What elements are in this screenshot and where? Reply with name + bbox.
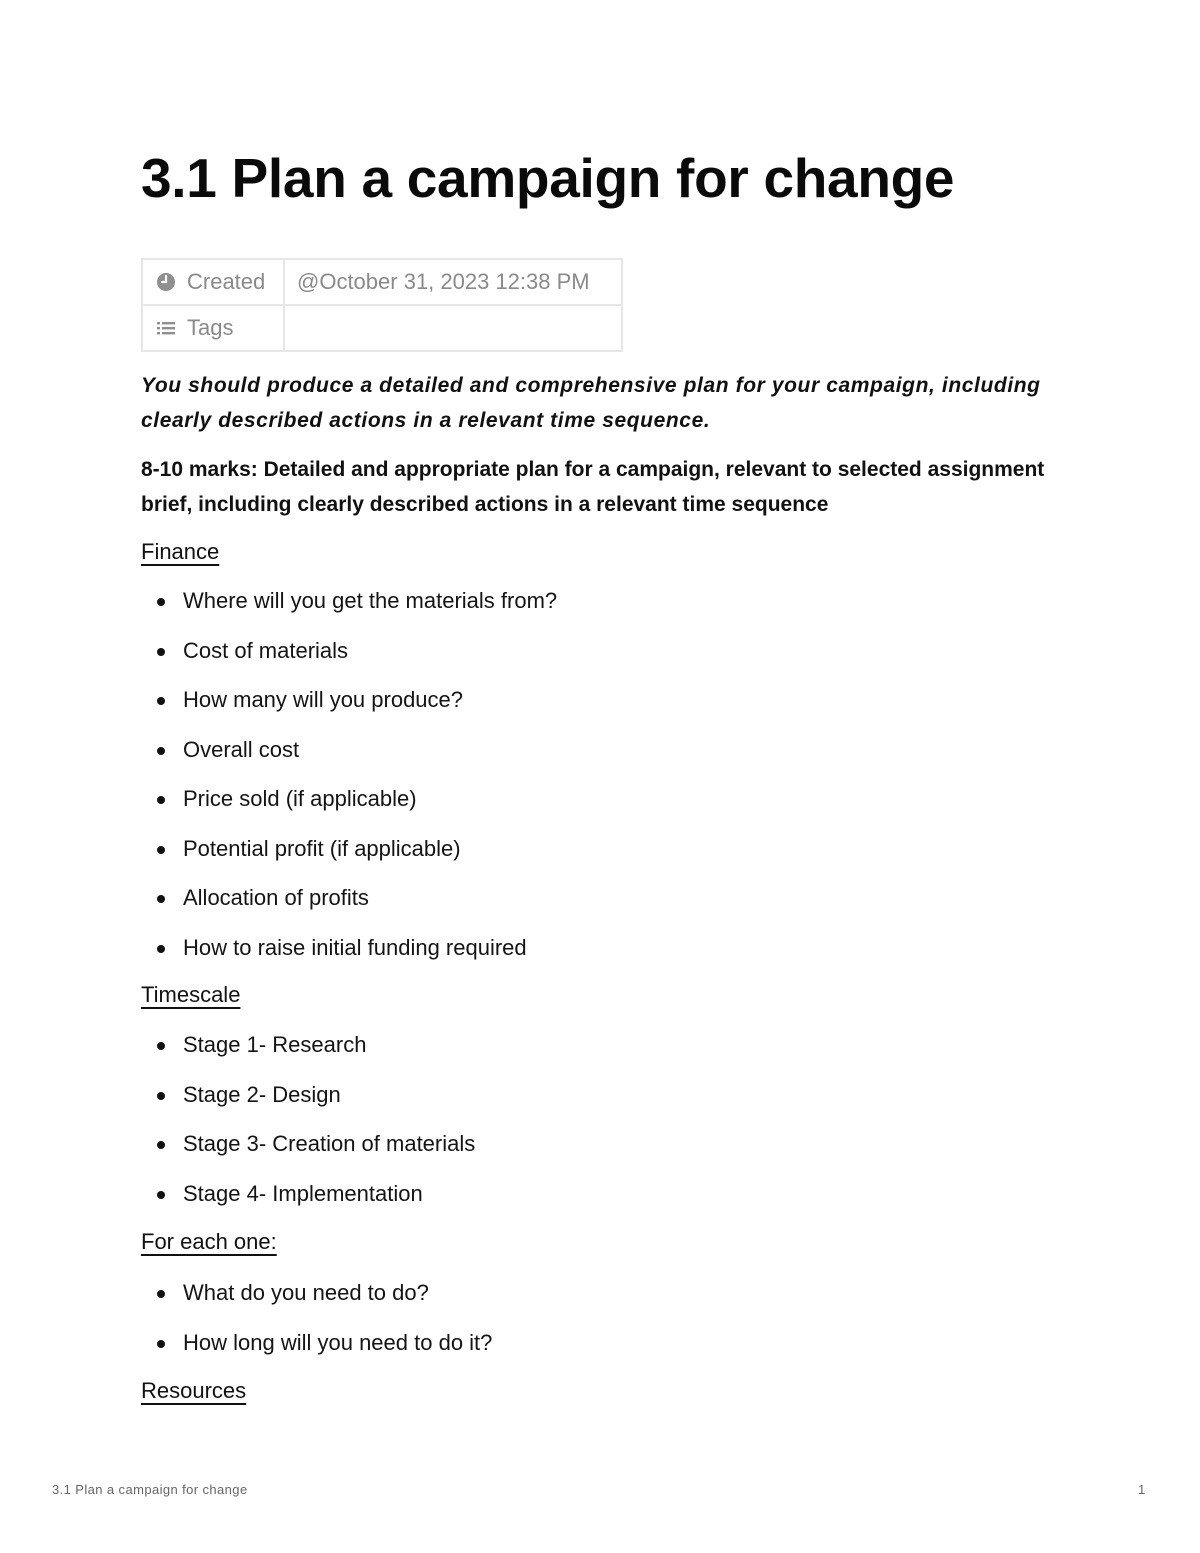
property-label: Created <box>187 269 266 294</box>
list-item: What do you need to do? <box>141 1278 492 1328</box>
list-item: Cost of materials <box>141 636 557 686</box>
section-heading-timescale: Timescale <box>141 982 241 1007</box>
property-value-tags[interactable] <box>284 305 622 351</box>
list-icon <box>155 317 177 339</box>
list-item: Overall cost <box>141 735 557 785</box>
property-key-tags <box>142 305 284 351</box>
timescale-list <box>141 1030 475 1228</box>
footer-page-number: 1 <box>1138 1482 1146 1497</box>
properties-table <box>141 258 623 352</box>
list-item: Stage 4- Implementation <box>141 1179 475 1229</box>
list-item: Stage 2- Design <box>141 1080 475 1130</box>
property-row-created <box>142 259 622 305</box>
section-heading-finance: Finance <box>141 539 220 564</box>
list-item: Where will you get the materials from? <box>141 586 557 636</box>
for-each-one-list <box>141 1278 492 1377</box>
finance-list <box>141 586 557 982</box>
list-item: Allocation of profits <box>141 883 557 933</box>
marks-criteria: 8-10 marks: Detailed and appropriate plan for a campaign, relevant to selected assignment brief, including clearly described actions in a relevant time sequence <box>141 458 1045 516</box>
list-item: Price sold (if applicable) <box>141 784 557 834</box>
clock-icon <box>155 271 177 293</box>
section-heading-for-each-one: For each one: <box>141 1229 277 1254</box>
page-title: 3.1 Plan a campaign for change <box>141 147 955 209</box>
list-item: How long will you need to do it? <box>141 1328 492 1378</box>
list-item: How to raise initial funding required <box>141 933 557 983</box>
property-label: Tags <box>187 315 234 340</box>
property-key-created <box>142 259 284 305</box>
section-heading-resources: Resources <box>141 1378 247 1403</box>
footer-title: 3.1 Plan a campaign for change <box>52 1482 248 1497</box>
list-item: How many will you produce? <box>141 685 557 735</box>
intro-paragraph: You should produce a detailed and comprehensive plan for your campaign, including clearly described actions in a relevant time sequence. <box>141 374 1041 432</box>
list-item: Stage 3- Creation of materials <box>141 1129 475 1179</box>
list-item: Potential profit (if applicable) <box>141 834 557 884</box>
property-row-tags <box>142 305 622 351</box>
list-item: Stage 1- Research <box>141 1030 475 1080</box>
property-value-created[interactable]: @October 31, 2023 12:38 PM <box>284 259 622 305</box>
